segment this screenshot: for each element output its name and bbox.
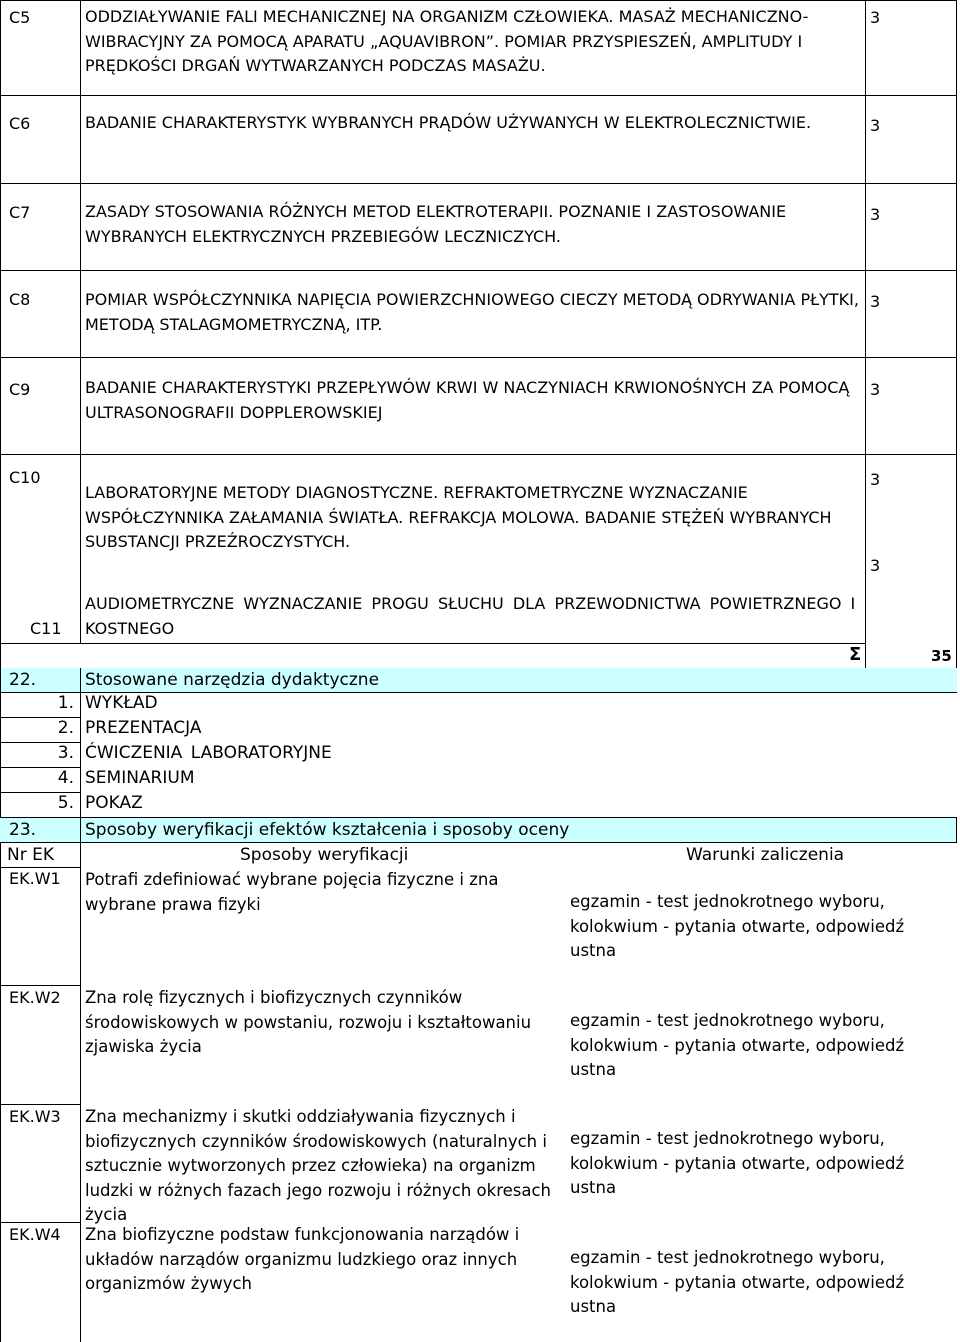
- verification-method: Zna biofizyczne podstaw funkcjonowania narządów i układów narządów organizmu ludzkiego oraz innych organizmów żywych: [85, 1225, 520, 1293]
- verification-method: Zna mechanizmy i skutki oddziaływania fizycznych i biofizycznych czynników środowiskowych (naturalnych i sztucznie wytworzonych przez człowieka) na organizm ludzki w różnych fazach jego rozwoju i różnych okresach życia: [85, 1107, 552, 1224]
- grid-line: [956, 818, 957, 842]
- row-text-c8: POMIAR WSPÓŁCZYNNIKA NAPIĘCIA POWIERZCHNIOWEGO CIECZY METODĄ ODRYWANIA PŁYTKI, METODĄ STALAGMOMETRYCZNĄ, ITP.: [85, 290, 859, 334]
- row-id-c9: C9: [9, 380, 31, 399]
- header-conditions: Warunki zaliczenia: [686, 845, 845, 865]
- verification-method: Potrafi zdefiniować wybrane pojęcia fizyczne i zna wybrane prawa fizyki: [85, 870, 499, 914]
- row-hours-c11: 3: [870, 556, 881, 575]
- row-text-c6: BADANIE CHARAKTERYSTYK WYBRANYCH PRĄDÓW UŻYWANYCH W ELEKTROLECZNICTWIE.: [85, 113, 812, 132]
- ek-number: EK.W3: [9, 1107, 61, 1126]
- ek-number: EK.W2: [9, 988, 61, 1007]
- row-text-c7: ZASADY STOSOWANIA RÓŻNYCH METOD ELEKTROTERAPII. POZNANIE I ZASTOSOWANIE WYBRANYCH ELEKTRYCZNYCH PRZEBIEGÓW LECZNICZYCH.: [85, 202, 787, 246]
- section-22-title: Stosowane narzędzia dydaktyczne: [85, 670, 380, 690]
- section-23-number: 23.: [9, 820, 37, 840]
- row-text-c9: BADANIE CHARAKTERYSTYKI PRZEPŁYWÓW KRWI W NACZYNIACH KRWIONOŚNYCH ZA POMOCĄ ULTRASONOGRAFII DOPPLEROWSKIEJ: [85, 378, 850, 422]
- section-22-number: 22.: [9, 670, 37, 690]
- row-id-c5: C5: [9, 8, 31, 27]
- tool-number: 3.: [57, 743, 74, 763]
- row-hours-c8: 3: [870, 292, 881, 311]
- tool-label: PREZENTACJA: [85, 718, 202, 738]
- row-hours-c5: 3: [870, 8, 881, 27]
- verification-method: Zna rolę fizycznych i biofizycznych czynników środowiskowych w powstaniu, rozwoju i kształtowaniu zjawiska życia: [85, 988, 532, 1056]
- grid-line: [0, 270, 957, 271]
- section-23-title: Sposoby weryfikacji efektów kształcenia i sposoby oceny: [85, 820, 570, 840]
- row-text-c10: LABORATORYJNE METODY DIAGNOSTYCZNE. REFRAKTOMETRYCZNE WYZNACZANIE WSPÓŁCZYNNIKA ZAŁAMANIA ŚWIATŁA. REFRAKCJA MOLOWA. BADANIE STĘŻEŃ WYBRANYCH SUBSTANCJI PRZEŹROCZYSTYCH.: [85, 483, 832, 551]
- grid-line: [0, 1104, 80, 1105]
- tool-number: 4.: [57, 768, 74, 788]
- row-id-c6: C6: [9, 114, 31, 133]
- grid-line: [0, 985, 80, 986]
- ek-number: EK.W4: [9, 1225, 61, 1244]
- tool-number: 1.: [57, 693, 74, 713]
- row-hours-c10: 3: [870, 470, 881, 489]
- tool-number: 2.: [57, 718, 74, 738]
- row-hours-c6: 3: [870, 116, 881, 135]
- tool-label: WYKŁAD: [85, 693, 158, 713]
- row-hours-c7: 3: [870, 205, 881, 224]
- grid-line: [80, 668, 81, 818]
- row-id-c10: C10: [9, 468, 41, 487]
- row-id-c8: C8: [9, 290, 31, 309]
- header-nr-ek: Nr EK: [7, 845, 54, 865]
- grid-line: [956, 0, 957, 693]
- row-text-c5: ODDZIAŁYWANIE FALI MECHANICZNEJ NA ORGANIZM CZŁOWIEKA. MASAŻ MECHANICZNO-WIBRACYJNY ZA POMOCĄ APARATU „AQUAVIBRON”. POMIAR PRZYSPIESZEŃ, AMPLITUDY I PRĘDKOŚCI DRGAŃ WYTWARZANYCH PODCZAS MASAŻU.: [85, 7, 809, 75]
- grid-line: [0, 95, 957, 96]
- pass-condition: egzamin - test jednokrotnego wyboru, kolokwium - pytania otwarte, odpowiedź ustna: [570, 1248, 905, 1316]
- tool-label: POKAZ: [85, 793, 143, 813]
- grid-line: [0, 1222, 80, 1223]
- tool-label: SEMINARIUM: [85, 768, 195, 788]
- ek-number: EK.W1: [9, 869, 61, 888]
- grid-line: [0, 867, 80, 868]
- grid-line: [0, 0, 957, 1]
- grid-line: [0, 454, 957, 455]
- grid-line: [80, 0, 81, 643]
- pass-condition: egzamin - test jednokrotnego wyboru, kolokwium - pytania otwarte, odpowiedź ustna: [570, 892, 905, 960]
- sum-symbol: Σ: [849, 644, 862, 665]
- header-methods: Sposoby weryfikacji: [240, 845, 409, 865]
- grid-line: [80, 818, 81, 842]
- grid-line: [865, 0, 866, 693]
- grid-line: [0, 357, 957, 358]
- grid-line: [0, 842, 1, 1342]
- row-id-c11: C11: [30, 619, 62, 638]
- row-id-c7: C7: [9, 203, 31, 222]
- grid-line: [0, 183, 957, 184]
- sum-value: 35: [931, 647, 952, 665]
- row-text-c11: AUDIOMETRYCZNE WYZNACZANIE PROGU SŁUCHU DLA PRZEWODNICTWA POWIETRZNEGO I KOSTNEGO: [85, 594, 856, 638]
- row-hours-c9: 3: [870, 380, 881, 399]
- grid-line: [0, 643, 866, 644]
- grid-line: [0, 0, 1, 668]
- grid-line: [80, 842, 81, 1342]
- tool-label: ĆWICZENIA LABORATORYJNE: [85, 743, 332, 763]
- tool-number: 5.: [57, 793, 74, 813]
- pass-condition: egzamin - test jednokrotnego wyboru, kolokwium - pytania otwarte, odpowiedź ustna: [570, 1011, 905, 1079]
- pass-condition: egzamin - test jednokrotnego wyboru, kolokwium - pytania otwarte, odpowiedź ustna: [570, 1129, 905, 1197]
